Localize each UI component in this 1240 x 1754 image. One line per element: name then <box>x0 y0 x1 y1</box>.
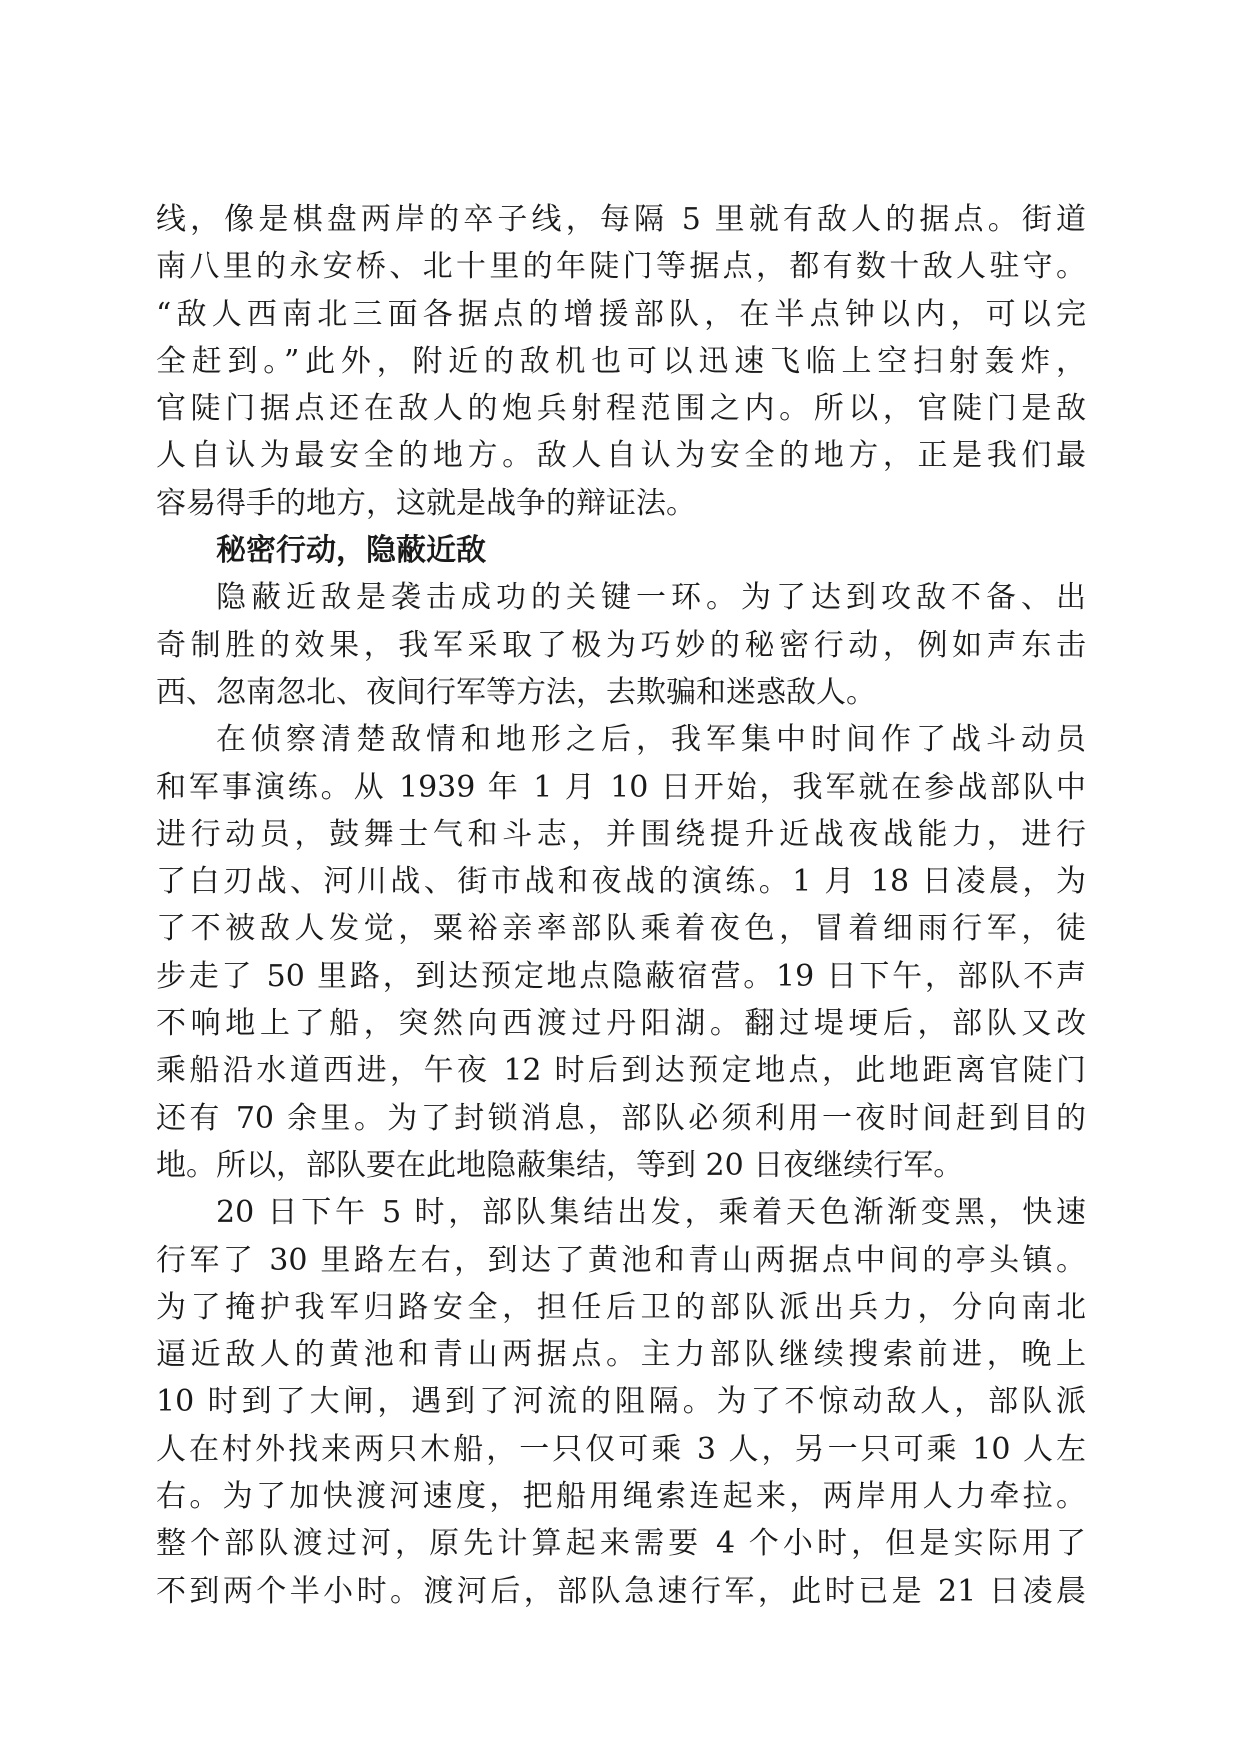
paragraph-1 <box>156 196 1086 527</box>
paragraph-3 <box>156 716 1086 1189</box>
text-line: 逼近敌人的黄池和青山两据点。主力部队继续搜索前进，晚上 <box>156 1337 1086 1373</box>
paragraph-2 <box>156 574 1086 716</box>
text-line: 隐蔽近敌是袭击成功的关键一环。为了达到攻敌不备、出 <box>216 580 1086 616</box>
text-line: 整个部队渡过河，原先计算起来需要 4 个小时，但是实际用了 <box>156 1526 1086 1562</box>
text-line: 奇制胜的效果，我军采取了极为巧妙的秘密行动，例如声东击 <box>156 627 1086 663</box>
text-line: 南八里的永安桥、北十里的年陡门等据点，都有数十敌人驻守。 <box>156 249 1086 285</box>
text-line: 西、忽南忽北、夜间行军等方法，去欺骗和迷惑敌人。 <box>156 674 876 710</box>
text-line: 不响地上了船，突然向西渡过丹阳湖。翻过堤埂后，部队又改 <box>156 1006 1086 1042</box>
text-line: 地。所以，部队要在此地隐蔽集结，等到 20 日夜继续行军。 <box>156 1147 964 1183</box>
text-line: 还有 70 余里。为了封锁消息，部队必须利用一夜时间赶到目的 <box>156 1100 1086 1136</box>
section-heading: 秘密行动，隐蔽近敌 <box>216 533 486 569</box>
text-line: 全赶到。”此外，附近的敌机也可以迅速飞临上空扫射轰炸， <box>156 343 1086 379</box>
text-line: 20 日下午 5 时，部队集结出发，乘着天色渐渐变黑，快速 <box>216 1195 1086 1231</box>
paragraph-4 <box>156 1189 1086 1615</box>
text-line: “敌人西南北三面各据点的增援部队，在半点钟以内，可以完 <box>156 296 1086 332</box>
text-line: 人在村外找来两只木船，一只仅可乘 3 人，另一只可乘 10 人左 <box>156 1431 1086 1467</box>
text-line: 线，像是棋盘两岸的卒子线，每隔 5 里就有敌人的据点。街道 <box>156 202 1086 237</box>
text-line: 了不被敌人发觉，粟裕亲率部队乘着夜色，冒着细雨行军，徒 <box>156 911 1086 947</box>
text-line: 官陡门据点还在敌人的炮兵射程范围之内。所以，官陡门是敌 <box>156 391 1086 427</box>
text-line: 行军了 30 里路左右，到达了黄池和青山两据点中间的亭头镇。 <box>156 1242 1086 1278</box>
text-line: 在侦察清楚敌情和地形之后，我军集中时间作了战斗动员 <box>216 722 1086 758</box>
text-line: 进行动员，鼓舞士气和斗志，并围绕提升近战夜战能力，进行 <box>156 816 1086 852</box>
text-line: 为了掩护我军归路安全，担任后卫的部队派出兵力，分向南北 <box>156 1289 1086 1325</box>
text-line: 不到两个半小时。渡河后，部队急速行军，此时已是 21 日凌晨 <box>156 1573 1086 1609</box>
text-line: 乘船沿水道西进，午夜 12 时后到达预定地点，此地距离官陡门 <box>156 1053 1086 1089</box>
body-text <box>156 196 1086 1615</box>
text-line: 右。为了加快渡河速度，把船用绳索连起来，两岸用人力牵拉。 <box>156 1479 1086 1515</box>
text-line: 容易得手的地方，这就是战争的辩证法。 <box>156 485 696 521</box>
text-line: 和军事演练。从 1939 年 1 月 10 日开始，我军就在参战部队中 <box>156 769 1086 805</box>
text-line: 了白刃战、河川战、街市战和夜战的演练。1 月 18 日凌晨，为 <box>156 864 1086 900</box>
text-line: 人自认为最安全的地方。敌人自认为安全的地方，正是我们最 <box>156 438 1086 474</box>
text-line: 10 时到了大闸，遇到了河流的阻隔。为了不惊动敌人，部队派 <box>156 1384 1086 1420</box>
text-line: 步走了 50 里路，到达预定地点隐蔽宿营。19 日下午，部队不声 <box>156 958 1086 994</box>
